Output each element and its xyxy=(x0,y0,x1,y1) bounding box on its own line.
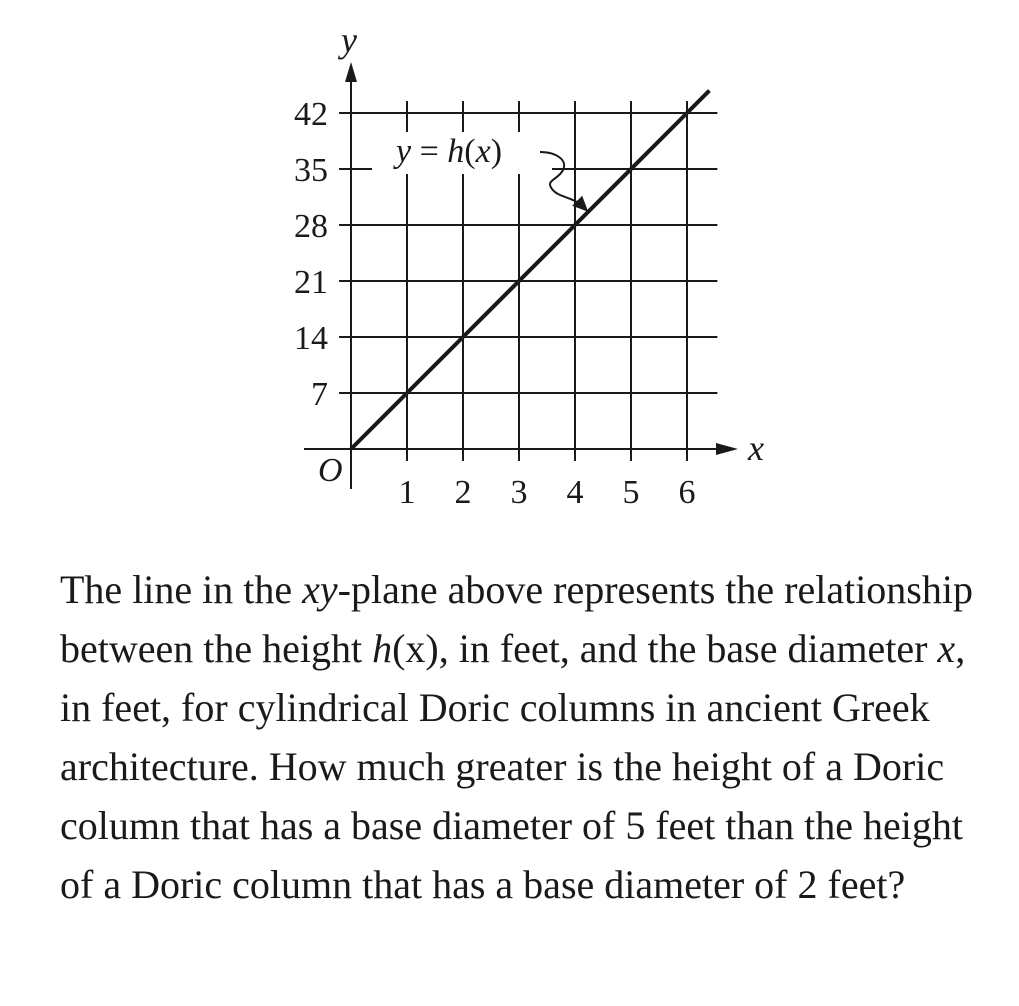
line-label-arg: x xyxy=(475,133,491,170)
y-axis-label: y xyxy=(341,20,357,60)
line-label-eq: = xyxy=(411,133,448,170)
x-tick-label: 6 xyxy=(678,474,696,511)
x-tick-label: 2 xyxy=(454,474,472,511)
line-label-fn: h xyxy=(447,133,465,170)
question-part-2: -plane above represents the relationship between the height xyxy=(60,567,973,671)
y-tick-label: 7 xyxy=(311,376,328,413)
question-part-4: , in feet, for cylindrical Doric columns in ancient Greek architecture. How much greater is the height of a Doric column that has a base diameter of 5 feet than the height of a Doric column that has a base diameter of 2 feet? xyxy=(60,626,966,907)
question-part-3: , in feet, and the base diameter xyxy=(438,626,938,671)
x-axis-label: x xyxy=(748,428,764,468)
question-hx-rest: (x) xyxy=(392,626,439,671)
y-tick-label: 21 xyxy=(294,264,328,301)
line-label-lhs: y xyxy=(396,133,412,170)
line-label-paren-close: ) xyxy=(490,133,503,170)
y-axis-arrowhead xyxy=(345,62,357,82)
y-tick-label: 14 xyxy=(294,320,328,357)
x-tick-label: 4 xyxy=(566,474,584,511)
x-tick-label: 5 xyxy=(622,474,640,511)
x-tick-label: 3 xyxy=(510,474,528,511)
line-label-paren-open: ( xyxy=(464,133,476,170)
question-part-1: The line in the xyxy=(60,567,303,612)
x-tick-label: 1 xyxy=(398,474,416,511)
x-axis-arrowhead xyxy=(716,443,738,455)
annotation-group xyxy=(372,132,588,212)
origin-label: O xyxy=(318,452,343,489)
y-tick-label: 35 xyxy=(294,152,328,189)
question-x: x xyxy=(937,626,956,671)
y-tick-label: 28 xyxy=(294,208,328,245)
question-text xyxy=(60,560,1000,914)
question-xy: xy xyxy=(302,567,338,612)
line-label xyxy=(393,133,502,170)
question-h: h xyxy=(372,626,393,671)
y-tick-label: 42 xyxy=(294,96,328,133)
